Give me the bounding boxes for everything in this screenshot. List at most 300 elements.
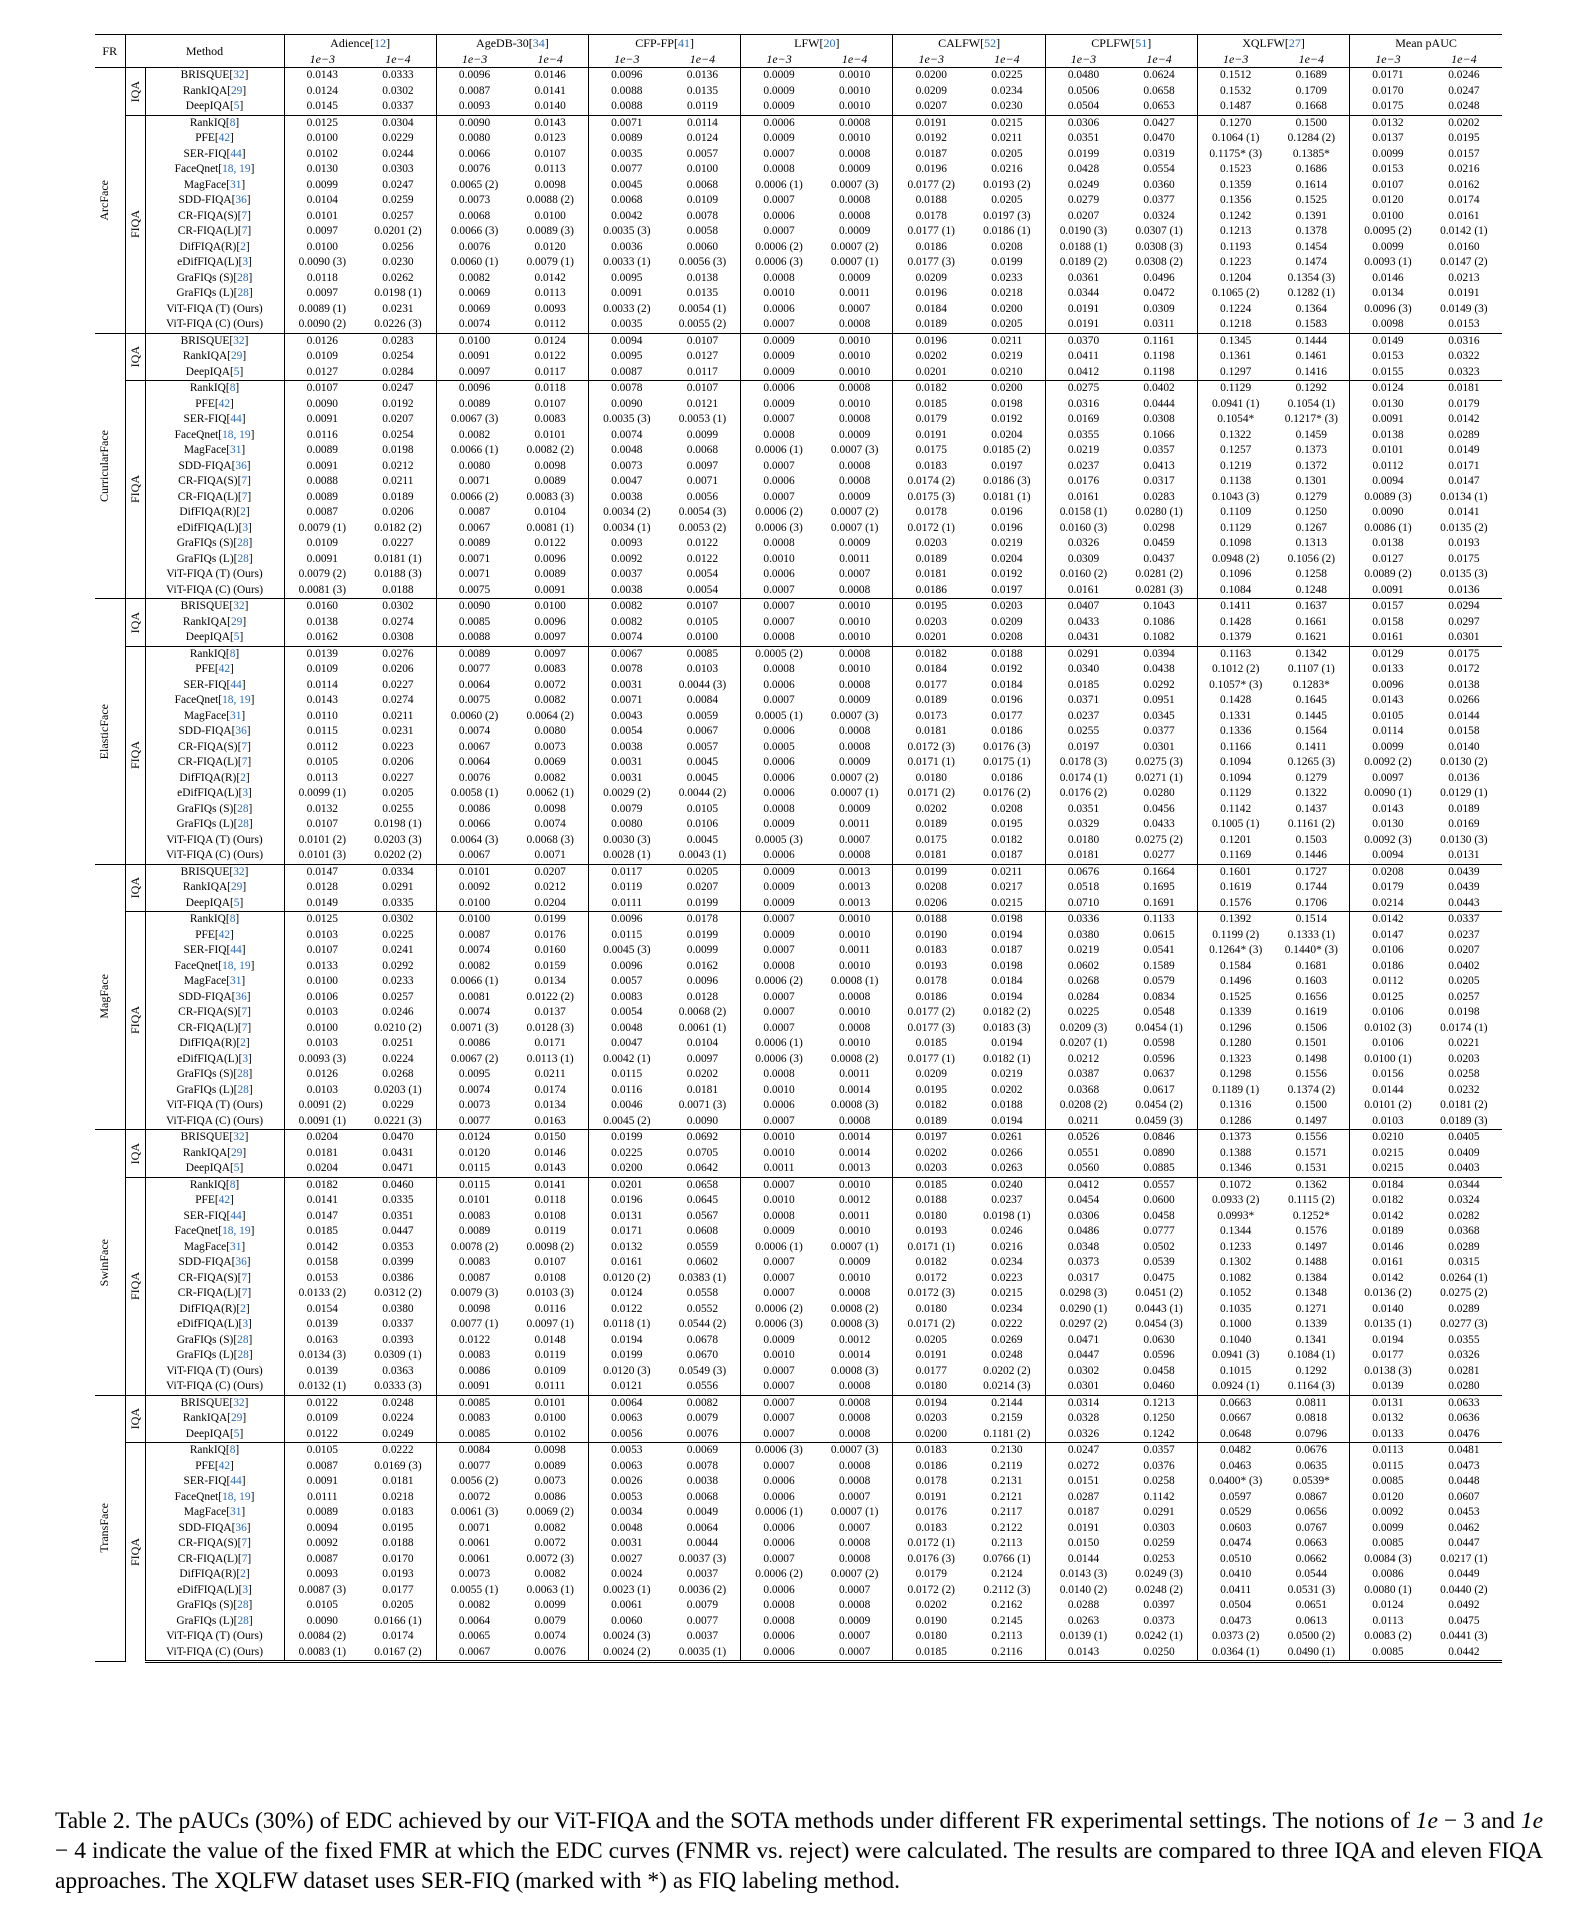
citation-link[interactable]: 7	[241, 225, 248, 237]
value-cell: 0.0412	[1045, 1177, 1121, 1193]
value-cell: 0.0054	[589, 724, 665, 740]
citation-link[interactable]: 20	[823, 36, 836, 50]
table-row	[95, 459, 1502, 475]
value-cell: 0.0076	[436, 240, 512, 256]
table-body	[95, 68, 1502, 1662]
citation-link[interactable]: 29	[230, 615, 243, 628]
citation-link[interactable]: 32	[233, 1396, 245, 1409]
value-cell: 0.0056 (2)	[436, 1474, 512, 1490]
citation-link[interactable]: 8	[229, 647, 236, 660]
value-cell: 0.0204	[284, 1161, 360, 1177]
value-cell: 0.0205	[1448, 975, 1480, 987]
table-row	[95, 880, 1502, 896]
value-cell: 0.1589	[1143, 959, 1175, 972]
citation-link[interactable]: 36	[235, 725, 247, 737]
value-cell: 0.1201	[1197, 833, 1273, 849]
value-cell: 0.0171 (2)	[893, 1317, 969, 1333]
citation-link[interactable]: 42	[218, 1459, 231, 1472]
citation-link[interactable]: 31	[230, 1240, 242, 1253]
value-cell: 0.2144	[969, 1395, 1045, 1411]
value-cell: 0.0454 (3)	[1135, 1318, 1183, 1330]
value-cell: 0.0010	[741, 552, 817, 568]
value-cell: 0.0196	[893, 333, 969, 349]
value-cell: 0.1056 (2)	[1287, 552, 1336, 565]
value-cell: 0.0091	[284, 552, 360, 568]
citation-link[interactable]: 28	[237, 287, 249, 299]
value-cell: 0.0428	[1045, 162, 1121, 178]
value-cell: 0.1583	[1295, 318, 1327, 330]
value-cell: 0.0098 (2)	[526, 1240, 574, 1253]
citation-link[interactable]: 7	[241, 756, 248, 768]
value-cell: 0.0529	[1197, 1505, 1273, 1521]
citation-link[interactable]: 36	[235, 1521, 247, 1534]
value-cell: 0.0177 (2)	[893, 178, 969, 194]
value-cell: 0.1213	[1197, 224, 1273, 240]
citation-link[interactable]: 18, 19	[222, 428, 251, 441]
citation-link[interactable]: 42	[218, 928, 231, 941]
citation-link[interactable]: 28	[237, 1083, 249, 1096]
value-cell: 0.0178	[893, 209, 969, 225]
citation-link[interactable]: 7	[241, 1021, 248, 1034]
citation-link[interactable]: 29	[230, 1412, 243, 1424]
value-cell: 0.0177	[1350, 1348, 1426, 1364]
fiqa-category-name: FIQA	[127, 209, 142, 238]
citation-link[interactable]: 28	[237, 1614, 249, 1627]
citation-link[interactable]: 7	[241, 475, 248, 487]
table-header-fmr	[95, 52, 1502, 68]
value-cell: 0.0257	[382, 209, 414, 222]
citation-link[interactable]: 7	[241, 209, 248, 222]
value-cell: 0.0008	[838, 147, 871, 160]
citation-link[interactable]: 28	[237, 802, 249, 815]
value-cell: 0.0142	[1350, 1209, 1426, 1225]
value-cell: 0.1531	[1295, 1162, 1327, 1174]
value-cell: 0.0301	[1143, 740, 1175, 753]
value-cell: 0.0036 (2)	[678, 1583, 727, 1596]
value-cell: 0.0140	[1350, 1302, 1426, 1318]
citation-link[interactable]: 42	[218, 1194, 231, 1206]
citation-link[interactable]: 32	[233, 334, 245, 347]
citation-link[interactable]: 28	[237, 818, 249, 830]
table-row	[95, 443, 1502, 459]
citation-link[interactable]: 31	[230, 444, 242, 456]
citation-link[interactable]: 5	[233, 896, 240, 909]
citation-link[interactable]: 36	[235, 1256, 247, 1268]
value-cell: 0.0275 (2)	[1135, 833, 1183, 846]
citation-link[interactable]: 34	[532, 36, 545, 50]
value-cell: 0.0289	[1448, 1240, 1480, 1253]
citation-link[interactable]: 3	[242, 787, 249, 799]
citation-link[interactable]: 2	[240, 1302, 246, 1315]
citation-link[interactable]: 44	[230, 147, 242, 160]
citation-link[interactable]: 3	[242, 1052, 249, 1065]
value-cell: 0.0219	[991, 350, 1023, 362]
value-cell: 0.0043	[589, 709, 665, 725]
value-cell: 0.0201	[893, 365, 969, 381]
value-cell: 0.0146	[1350, 271, 1426, 287]
citation-link[interactable]: 7	[241, 1271, 248, 1284]
citation-link[interactable]: 41	[677, 36, 690, 50]
value-cell: 0.0160	[534, 944, 566, 956]
value-cell: 0.0193	[382, 1568, 414, 1580]
citation-link[interactable]: 36	[235, 194, 247, 206]
value-cell: 0.0211	[991, 132, 1023, 144]
method-name: SER-FIQ	[183, 413, 227, 425]
value-cell: 0.0014	[838, 1146, 871, 1159]
method-cell: MagFace[31]	[145, 1505, 284, 1521]
value-cell: 0.0094	[589, 333, 665, 349]
value-cell: 0.0203	[893, 536, 969, 552]
citation-link[interactable]: 28	[237, 537, 249, 549]
value-cell: 0.0037	[686, 1568, 719, 1580]
citation-link[interactable]: 3	[242, 521, 249, 534]
value-cell: 0.1514	[1274, 912, 1350, 928]
citation-link[interactable]: 32	[233, 600, 245, 612]
value-cell: 0.0009	[741, 365, 817, 381]
citation-link[interactable]: 3	[242, 1318, 249, 1330]
table-row	[95, 959, 1502, 975]
citation-link[interactable]: 31	[230, 709, 242, 722]
value-cell: 0.0259	[1143, 1537, 1175, 1549]
results-table	[95, 34, 1502, 1663]
fiqa-category-name: FIQA	[127, 1006, 142, 1035]
value-cell: 0.0637	[1143, 1068, 1175, 1080]
value-cell: 0.0096	[1350, 678, 1426, 694]
method-name: RankIQ	[189, 1444, 226, 1456]
value-cell: 0.0676	[1274, 1443, 1350, 1459]
value-cell: 0.0203	[969, 599, 1045, 615]
citation-link[interactable]: 44	[230, 1209, 242, 1222]
citation-link[interactable]: 7	[241, 1552, 248, 1565]
value-cell: 0.0207	[512, 864, 588, 880]
value-cell: 0.0092	[436, 880, 512, 896]
citation-link[interactable]: 29	[230, 1146, 243, 1159]
value-cell: 0.0099	[284, 178, 360, 194]
citation-link[interactable]: 5	[233, 631, 240, 643]
citation-link[interactable]: 28	[237, 1068, 249, 1080]
value-cell: 0.0600	[1143, 1194, 1175, 1206]
citation-link[interactable]: 18, 19	[222, 1490, 251, 1503]
table-row	[95, 1395, 1502, 1411]
value-cell: 0.0007 (1)	[830, 1506, 879, 1518]
citation-link[interactable]: 44	[230, 944, 242, 956]
value-cell: 0.0009	[741, 928, 817, 944]
method-cell: SDD-FIQA[36]	[145, 724, 284, 740]
iqa-category-name: IQA	[127, 346, 142, 368]
value-cell: 0.0292	[1143, 678, 1175, 691]
value-cell: 0.0007 (2)	[830, 506, 879, 518]
value-cell: 0.0176 (3)	[893, 1552, 969, 1568]
value-cell: 0.0005	[741, 740, 817, 756]
citation-link[interactable]: 44	[230, 678, 242, 691]
value-cell: 0.0132	[589, 1240, 665, 1256]
citation-link[interactable]: 28	[237, 271, 249, 284]
citation-link[interactable]: 28	[237, 552, 249, 565]
value-cell: 0.0201	[893, 630, 969, 646]
value-cell: 0.0186	[991, 725, 1023, 737]
value-cell: 0.0066 (3)	[436, 224, 512, 240]
value-cell: 0.0257	[1448, 990, 1480, 1003]
value-cell: 0.0443 (1)	[1135, 1302, 1183, 1315]
citation-link[interactable]: 29	[230, 881, 243, 893]
value-cell: 0.0009	[741, 1333, 817, 1349]
value-cell: 0.0135	[686, 84, 719, 97]
value-cell: 0.1198	[1143, 365, 1175, 378]
value-cell: 0.0010	[817, 333, 893, 349]
citation-link[interactable]: 7	[241, 740, 248, 753]
citation-link[interactable]: 12	[374, 36, 387, 50]
value-cell: 0.0174	[534, 1083, 566, 1096]
value-cell: 0.0008	[838, 475, 871, 487]
method-name: BRISQUE	[180, 334, 230, 347]
value-cell: 0.0115	[1350, 1459, 1426, 1475]
value-cell: 0.0103	[1350, 1114, 1426, 1130]
citation-link[interactable]: 8	[229, 1178, 236, 1191]
value-cell: 0.0006 (1)	[741, 443, 817, 459]
value-cell: 0.1052	[1197, 1286, 1273, 1302]
value-cell: 0.0393	[382, 1333, 414, 1346]
value-cell: 0.0233	[991, 271, 1023, 284]
citation-link[interactable]: 31	[230, 1506, 242, 1518]
value-cell: 0.0400* (3)	[1197, 1474, 1273, 1490]
citation-link[interactable]: 36	[235, 459, 247, 472]
citation-link[interactable]: 44	[230, 413, 242, 425]
citation-link[interactable]: 8	[229, 382, 236, 394]
value-cell: 0.0117	[589, 864, 665, 880]
citation-link[interactable]: 18, 19	[222, 959, 251, 972]
method-name: CR-FIQA(S)	[178, 209, 238, 222]
value-cell: 0.0188 (3)	[374, 568, 422, 580]
value-cell: 0.2113	[991, 1630, 1023, 1642]
fr-model-label	[95, 599, 125, 865]
citation-link[interactable]: 32	[233, 865, 245, 878]
citation-link[interactable]: 18, 19	[222, 1225, 251, 1237]
value-cell: 0.1217* (3)	[1284, 413, 1338, 425]
value-cell: 0.0006	[741, 755, 817, 771]
citation-link[interactable]: 44	[230, 1475, 242, 1487]
citation-link[interactable]: 29	[230, 350, 243, 362]
value-cell: 0.0071	[589, 115, 665, 131]
method-name: ViT-FIQA (T) (Ours)	[166, 568, 263, 580]
value-cell: 0.0007	[838, 1630, 871, 1642]
value-cell: 0.0181	[893, 724, 969, 740]
value-cell: 0.0315	[1448, 1256, 1480, 1268]
citation-link[interactable]: 2	[240, 1037, 246, 1049]
citation-link[interactable]: 5	[233, 100, 240, 112]
value-cell: 0.1637	[1274, 599, 1350, 615]
value-cell: 0.0209 (3)	[1045, 1021, 1121, 1037]
value-cell: 0.0197	[893, 1130, 969, 1146]
citation-link[interactable]: 42	[218, 132, 231, 144]
method-name: MagFace	[183, 975, 227, 987]
value-cell: 0.0311	[1143, 318, 1175, 330]
value-cell: 0.0006	[741, 1629, 817, 1645]
citation-link[interactable]: 8	[229, 913, 236, 925]
value-cell: 0.0207 (1)	[1045, 1036, 1121, 1052]
value-cell: 0.0205	[991, 318, 1023, 330]
citation-link[interactable]: 5	[233, 365, 240, 378]
value-cell: 0.0271 (1)	[1135, 771, 1183, 784]
iqa-category-name: IQA	[127, 611, 142, 633]
value-cell: 0.0193 (2)	[983, 178, 1031, 191]
value-cell: 0.1189 (1)	[1197, 1083, 1273, 1099]
citation-link[interactable]: 2	[240, 240, 246, 253]
value-cell: 0.1233	[1197, 1240, 1273, 1256]
value-cell: 0.1054 (1)	[1287, 397, 1336, 410]
method-cell: CR-FIQA(L)[7]	[145, 1021, 284, 1037]
citation-link[interactable]: 51	[1135, 36, 1148, 50]
value-cell: 0.0197	[991, 459, 1023, 472]
value-cell: 0.0103	[686, 663, 719, 675]
dataset-header: CALFW[52]	[893, 35, 1045, 52]
value-cell: 0.0218	[991, 287, 1023, 299]
value-cell: 0.0463	[1197, 1459, 1273, 1475]
value-cell: 0.0510	[1197, 1552, 1273, 1568]
table-row	[95, 1614, 1502, 1630]
table-row	[95, 693, 1502, 709]
value-cell: 0.0198 (1)	[983, 1209, 1031, 1222]
citation-link[interactable]: 7	[241, 1287, 248, 1299]
value-cell: 0.0059	[686, 709, 719, 722]
citation-link[interactable]: 28	[237, 1349, 249, 1361]
citation-link[interactable]: 32	[233, 1131, 245, 1143]
citation-link[interactable]: 5	[233, 1162, 240, 1174]
citation-link[interactable]: 31	[230, 178, 242, 191]
value-cell: 0.0086	[436, 1364, 512, 1380]
citation-link[interactable]: 28	[237, 1599, 249, 1611]
citation-link[interactable]: 29	[230, 84, 243, 97]
value-cell: 0.0012	[838, 1333, 871, 1346]
citation-link[interactable]: 52	[984, 36, 997, 50]
citation-link[interactable]: 18, 19	[222, 694, 251, 706]
value-cell: 0.0172 (3)	[893, 1286, 969, 1302]
value-cell: 0.0246	[991, 1225, 1023, 1237]
value-cell: 0.0141	[534, 84, 566, 97]
fmr-subheader: 1e−3	[741, 52, 817, 68]
citation-link[interactable]: 8	[229, 116, 236, 129]
value-cell: 0.0008	[838, 1459, 871, 1472]
value-cell: 0.1364	[1295, 302, 1327, 315]
citation-link[interactable]: 27	[1288, 36, 1301, 50]
value-cell: 0.0130 (3)	[1440, 833, 1488, 846]
value-cell: 0.0184	[991, 975, 1023, 987]
value-cell: 0.0333	[360, 68, 436, 84]
value-cell: 0.0471	[382, 1162, 414, 1174]
value-cell: 0.0053	[589, 1443, 665, 1459]
method-cell: MagFace[31]	[145, 1240, 284, 1256]
iqa-category-label	[125, 599, 145, 647]
table-row	[95, 1052, 1502, 1068]
dataset-name: XQLFW	[1242, 36, 1285, 50]
value-cell: 0.1342	[1274, 646, 1350, 662]
value-cell: 0.0042	[589, 209, 665, 225]
value-cell: 0.1437	[1295, 802, 1327, 815]
method-name: PFE	[195, 1459, 215, 1472]
value-cell: 0.0199	[893, 864, 969, 880]
citation-link[interactable]: 3	[242, 1583, 249, 1596]
value-cell: 0.1292	[1295, 1364, 1327, 1377]
citation-link[interactable]: 5	[233, 1427, 240, 1440]
value-cell: 0.0122	[284, 1427, 360, 1443]
value-cell: 0.0013	[838, 881, 871, 893]
citation-link[interactable]: 2	[240, 506, 246, 518]
citation-link[interactable]: 36	[235, 990, 247, 1003]
value-cell: 0.0481	[1426, 1443, 1502, 1459]
value-cell: 0.0142	[534, 271, 566, 284]
value-cell: 0.0069	[534, 756, 566, 768]
citation-link[interactable]: 18, 19	[222, 163, 251, 175]
citation-link[interactable]: 2	[240, 771, 246, 784]
table-row	[95, 1036, 1502, 1052]
value-cell: 0.0008 (2)	[830, 1052, 879, 1065]
value-cell: 0.0064 (3)	[436, 833, 512, 849]
value-cell: 0.0492	[1448, 1599, 1480, 1611]
value-cell: 0.0368	[1448, 1225, 1480, 1237]
value-cell: 0.0272	[1045, 1459, 1121, 1475]
value-cell: 0.0176	[893, 1505, 969, 1521]
citation-link[interactable]: 28	[237, 1333, 249, 1346]
value-cell: 0.0008	[838, 318, 871, 330]
value-cell: 0.0115	[589, 1067, 665, 1083]
value-cell: 0.0188	[893, 1193, 969, 1209]
value-cell: 0.0101	[436, 864, 512, 880]
value-cell: 0.0174 (2)	[893, 474, 969, 490]
value-cell: 0.0645	[686, 1194, 719, 1206]
value-cell: 0.0030 (3)	[589, 833, 665, 849]
value-cell: 0.0008	[817, 381, 893, 397]
citation-link[interactable]: 7	[241, 490, 248, 503]
citation-link[interactable]: 3	[242, 256, 249, 268]
value-cell: 0.0142	[1350, 1271, 1426, 1287]
citation-link[interactable]: 7	[241, 1537, 248, 1549]
value-cell: 0.0111	[284, 1490, 360, 1506]
value-cell: 0.0012	[838, 1194, 871, 1206]
method-cell: PFE[42]	[145, 1193, 284, 1209]
method-cell: DifFIQA(R)[2]	[145, 240, 284, 256]
citation-link[interactable]: 31	[230, 975, 242, 987]
value-cell: 0.0317	[1143, 475, 1175, 487]
value-cell: 0.0008	[838, 1380, 871, 1392]
table-row	[95, 583, 1502, 599]
citation-link[interactable]: 7	[241, 1006, 248, 1018]
value-cell: 0.0137	[1350, 131, 1426, 147]
value-cell: 0.0007	[741, 1177, 817, 1193]
method-name: RankIQA	[182, 881, 228, 893]
value-cell: 0.0663	[1197, 1395, 1273, 1411]
value-cell: 0.0171	[1350, 68, 1426, 84]
table-row	[95, 990, 1502, 1006]
value-cell: 0.0008	[838, 209, 871, 222]
value-cell: 0.0253	[1143, 1552, 1175, 1565]
iqa-category-label	[125, 864, 145, 912]
citation-link[interactable]: 42	[218, 397, 231, 410]
value-cell: 0.0281	[1448, 1364, 1480, 1377]
value-cell: 0.0161	[1045, 583, 1121, 599]
value-cell: 0.0090 (3)	[284, 255, 360, 271]
value-cell: 0.0211	[382, 475, 414, 487]
value-cell: 0.0087 (3)	[284, 1583, 360, 1599]
citation-link[interactable]: 2	[240, 1568, 246, 1580]
value-cell: 0.0081 (3)	[284, 583, 360, 599]
citation-link[interactable]: 8	[229, 1444, 236, 1456]
value-cell: 0.0160	[284, 599, 360, 615]
value-cell: 0.0084	[686, 694, 719, 706]
citation-link[interactable]: 32	[233, 69, 245, 81]
value-cell: 0.0007	[741, 147, 817, 163]
value-cell: 0.0089	[284, 443, 360, 459]
citation-link[interactable]: 42	[218, 663, 231, 675]
value-cell: 0.0009	[741, 864, 817, 880]
